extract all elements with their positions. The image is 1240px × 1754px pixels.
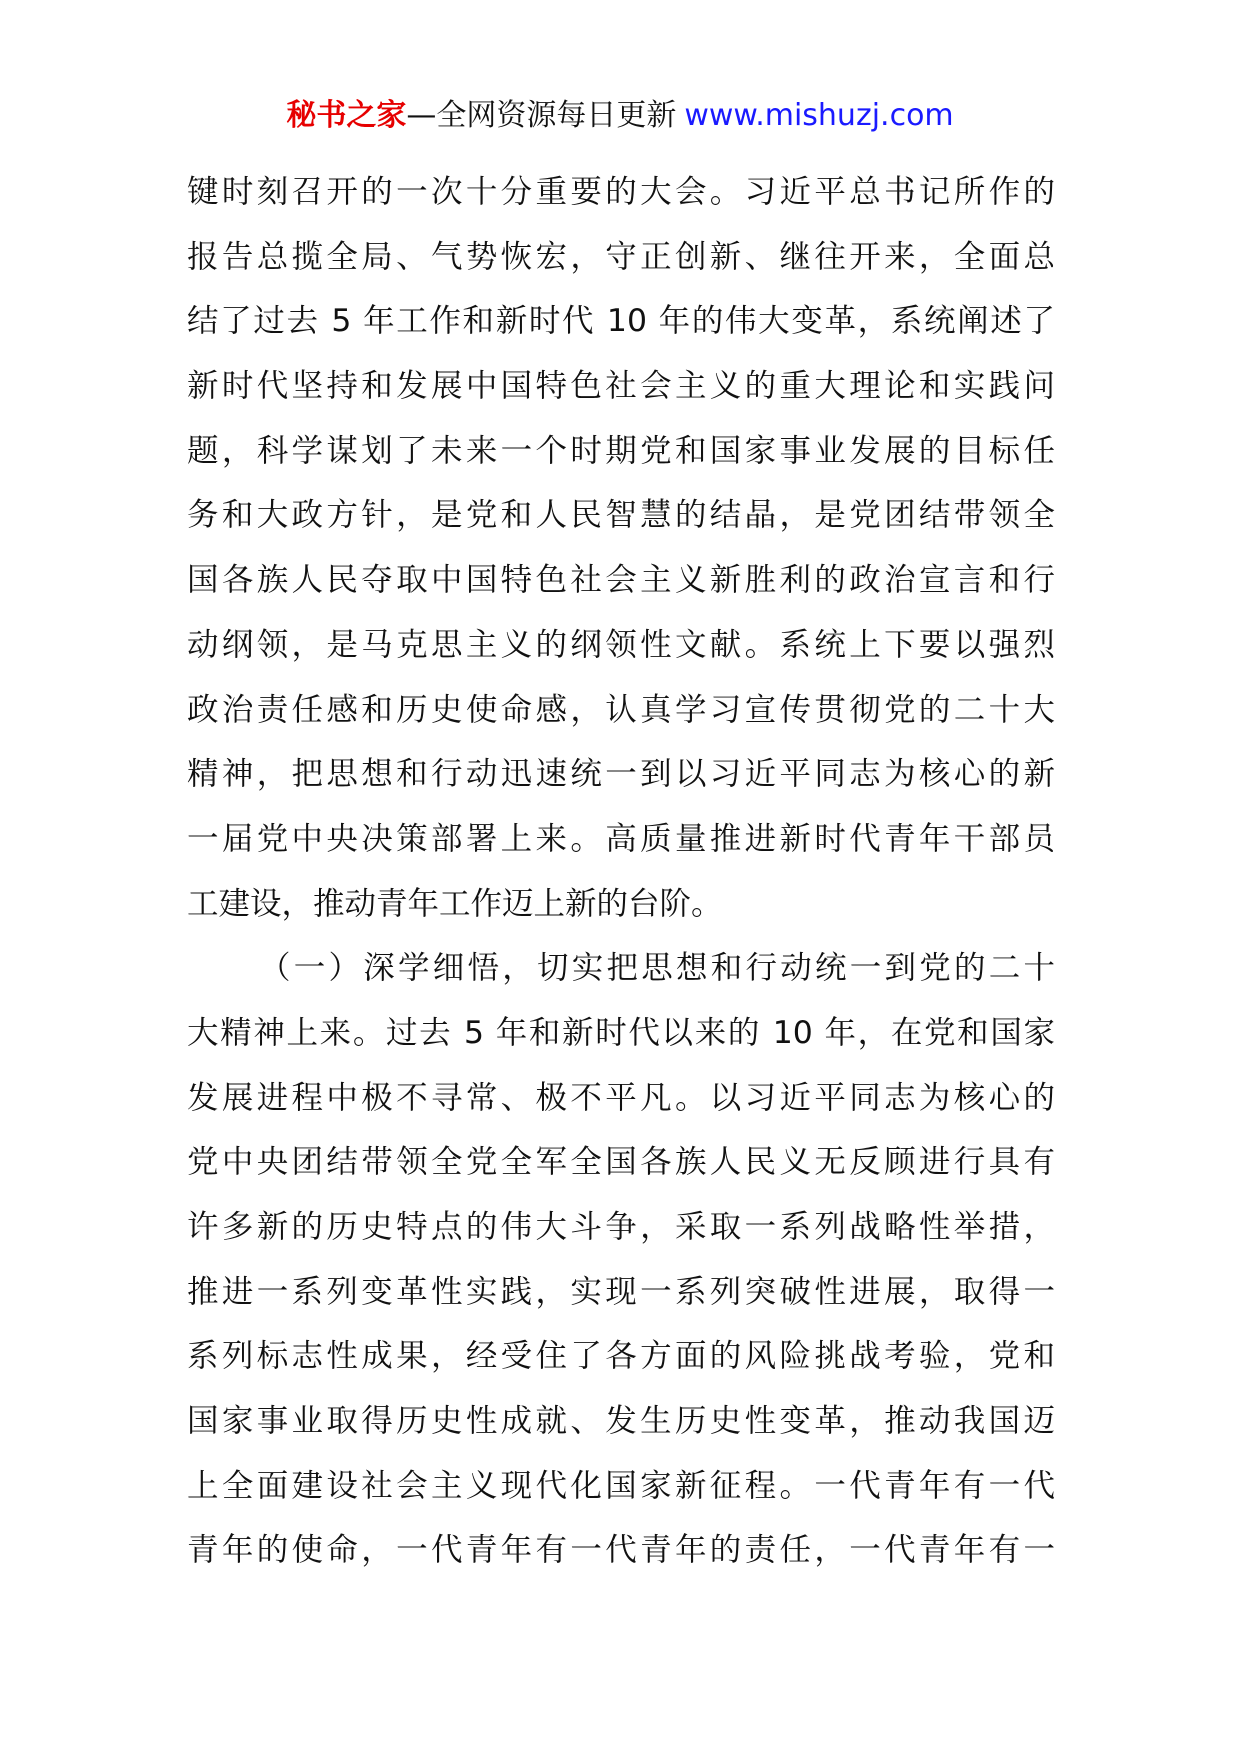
site-brand: 秘书之家 <box>286 98 407 133</box>
body-line: 键时刻召开的一次十分重要的大会。习近平总书记所作的 <box>187 174 1055 210</box>
section-heading-line: （一）深学细悟，切实把思想和行动统一到党的二十 <box>259 950 1055 987</box>
body-line: 系列标志性成果，经受住了各方面的风险挑战考验，党和 <box>187 1338 1055 1375</box>
body-line: 党中央团结带领全党全军全国各族人民义无反顾进行具有 <box>187 1144 1055 1181</box>
site-url-link[interactable]: www.mishuzj.com <box>684 98 954 133</box>
body-line: 推进一系列变革性实践，实现一系列突破性进展，取得一 <box>187 1273 1055 1310</box>
body-line: 务和大政方针，是党和人民智慧的结晶，是党团结带领全 <box>187 497 1055 534</box>
body-line: 大精神上来。过去 5 年和新时代以来的 10 年，在党和国家 <box>187 1014 1055 1051</box>
document-body <box>187 160 1055 1583</box>
body-line: 动纲领，是马克思主义的纲领性文献。系统上下要以强烈 <box>187 626 1055 663</box>
body-line: 新时代坚持和发展中国特色社会主义的重大理论和实践问 <box>187 368 1055 405</box>
body-line: 发展进程中极不寻常、极不平凡。以习近平同志为核心的 <box>187 1079 1055 1116</box>
body-line: 青年的使命，一代青年有一代青年的责任，一代青年有一 <box>187 1532 1055 1569</box>
page-header <box>0 96 1240 136</box>
paragraph-end-line: 工建设，推动青年工作迈上新的台阶。 <box>187 885 723 922</box>
body-line: 题，科学谋划了未来一个时期党和国家事业发展的目标任 <box>187 432 1055 469</box>
body-line: 许多新的历史特点的伟大斗争，采取一系列战略性举措， <box>187 1209 1055 1245</box>
body-line: 结了过去 5 年工作和新时代 10 年的伟大变革，系统阐述了 <box>187 303 1055 340</box>
body-line: 一届党中央决策部署上来。高质量推进新时代青年干部员 <box>187 820 1055 857</box>
body-line: 国家事业取得历史性成就、发生历史性变革，推动我国迈 <box>187 1403 1055 1440</box>
body-line: 报告总揽全局、气势恢宏，守正创新、继往开来，全面总 <box>187 238 1055 275</box>
body-line: 政治责任感和历史使命感，认真学习宣传贯彻党的二十大 <box>187 691 1055 728</box>
body-line: 上全面建设社会主义现代化国家新征程。一代青年有一代 <box>187 1467 1055 1504</box>
body-line: 国各族人民夺取中国特色社会主义新胜利的政治宣言和行 <box>187 562 1055 599</box>
body-line: 精神，把思想和行动迅速统一到以习近平同志为核心的新 <box>187 756 1055 793</box>
site-tagline: —全网资源每日更新 <box>406 98 677 133</box>
